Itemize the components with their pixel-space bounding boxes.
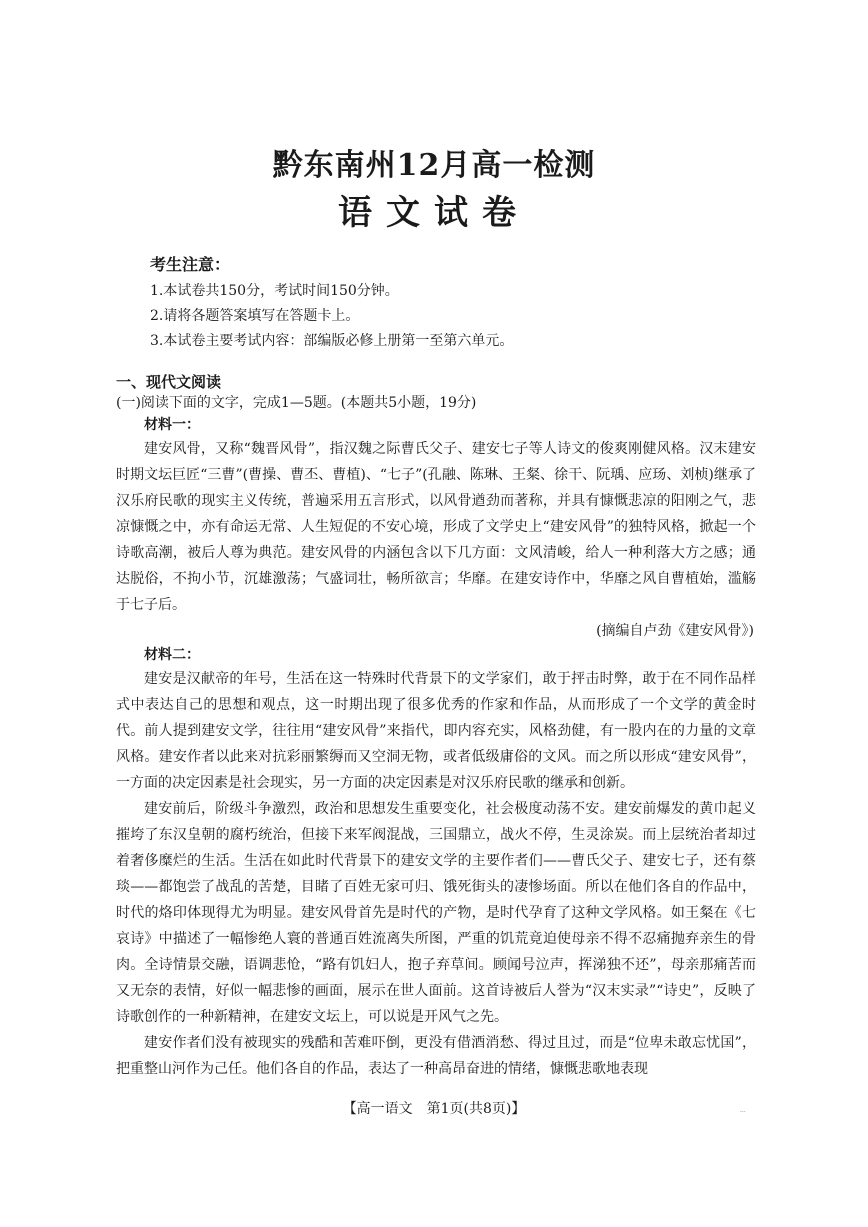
- reading-section: [116, 372, 756, 1082]
- section-instructions: (一)阅读下面的文字，完成1—5题。(本题共5小题，19分): [116, 395, 477, 411]
- material-2-label: 材料二：: [144, 647, 200, 663]
- material-1-paragraph: 建安风骨，又称“魏晋风骨”，指汉魏之际曹氏父子、建安七子等人诗文的俊爽刚健风格。汉末建安时期文坛巨匠“三曹”(曹操、曹丕、曹植)、“七子”(孔融、陈琳、王粲、徐干、阮瑀、应玚、刘桢)继承了汉乐府民歌的现实主义传统，普遍采用五言形式，以风骨遒劲而著称，并具有慷慨悲凉的阳刚之气，悲凉慷慨之中，亦有命运无常、人生短促的不安心境，形成了文学史上“建安风骨”的独特风格，掀起一个诗歌高潮，被后人尊为典范。建安风骨的内涵包含以下几方面：文风清峻，给人一种利落大方之感；通达脱俗，不拘小节，沉雄激荡；气盛词壮，畅所欲言；华靡。在建安诗作中，华靡之风自曹植始，滥觞于七子后。: [116, 441, 756, 613]
- material-2-paragraph: 建安是汉献帝的年号，生活在这一特殊时代背景下的文学家们，敢于抨击时弊，敢于在不同作品样式中表达自己的思想和观点，这一时期出现了很多优秀的作家和作品，从而形成了一个文学的黄金时代。前人提到建安文学，往往用“建安风骨”来指代，即内容充实，风格劲健，有一股内在的力量的文章风格。建安作者以此来对抗彩丽繁缛而又空洞无物，或者低级庸俗的文风。而之所以形成“建安风骨”，一方面的决定因素是社会现实，另一方面的决定因素是对汉乐府民歌的继承和创新。: [116, 671, 756, 791]
- exam-subtitle: 语文试卷: [338, 193, 530, 233]
- candidate-notice: [150, 252, 790, 354]
- material-1-label: 材料一：: [144, 417, 200, 433]
- material-1-source: (摘编自卢劲《建安风骨》): [596, 623, 754, 639]
- material-2-paragraph: 建安前后，阶级斗争激烈，政治和思想发生重要变化，社会极度动荡不安。建安前爆发的黄巾起义摧垮了东汉皇朝的腐朽统治，但接下来军阀混战，三国鼎立，战火不停，生灵涂炭。而上层统治者却过着奢侈糜烂的生活。生活在如此时代背景下的建安文学的主要作者们——曹氏父子、建安七子，还有蔡琰——都饱尝了战乱的苦楚，目睹了百姓无家可归、饿死街头的凄惨场面。所以在他们各自的作品中，时代的烙印体现得尤为明显。建安风骨首先是时代的产物，是时代孕育了这种文学风格。如王粲在《七哀诗》中描述了一幅惨绝人寰的普通百姓流离失所图，严重的饥荒竟迫使母亲不得不忍痛抛弃亲生的骨肉。全诗情景交融，语调悲怆，“路有饥妇人，抱子弃草间。顾闻号泣声，挥涕独不还”，母亲那痛苦而又无奈的表情，好似一幅悲惨的画面，展示在世人面前。这首诗被后人誉为“汉末实录”“诗史”，反映了诗歌创作的一种新精神，在建安文坛上，可以说是开风气之先。: [116, 801, 756, 1025]
- corner-mark: ...: [740, 1107, 746, 1114]
- notice-item: 2.请将各题答案填写在答题卡上。: [150, 308, 360, 324]
- notice-item: 1.本试卷共150分，考试时间150分钟。: [150, 283, 399, 299]
- page-footer: 【高一语文 第1页(共8页)】: [342, 1101, 526, 1117]
- notice-item: 3.本试卷主要考试内容：部编版必修上册第一至第六单元。: [150, 333, 514, 349]
- notice-heading: 考生注意：: [150, 255, 231, 274]
- material-2-paragraph: 建安作者们没有被现实的残酷和苦难吓倒，更没有借酒消愁、得过且过，而是“位卑未敢忘忧国”，把重整山河作为己任。他们各自的作品，表达了一种高昂奋进的情绪，慷慨悲歌地表现: [116, 1035, 756, 1077]
- section-heading: 一、现代文阅读: [116, 373, 222, 391]
- exam-title: 黔东南州12月高一检测: [272, 148, 596, 183]
